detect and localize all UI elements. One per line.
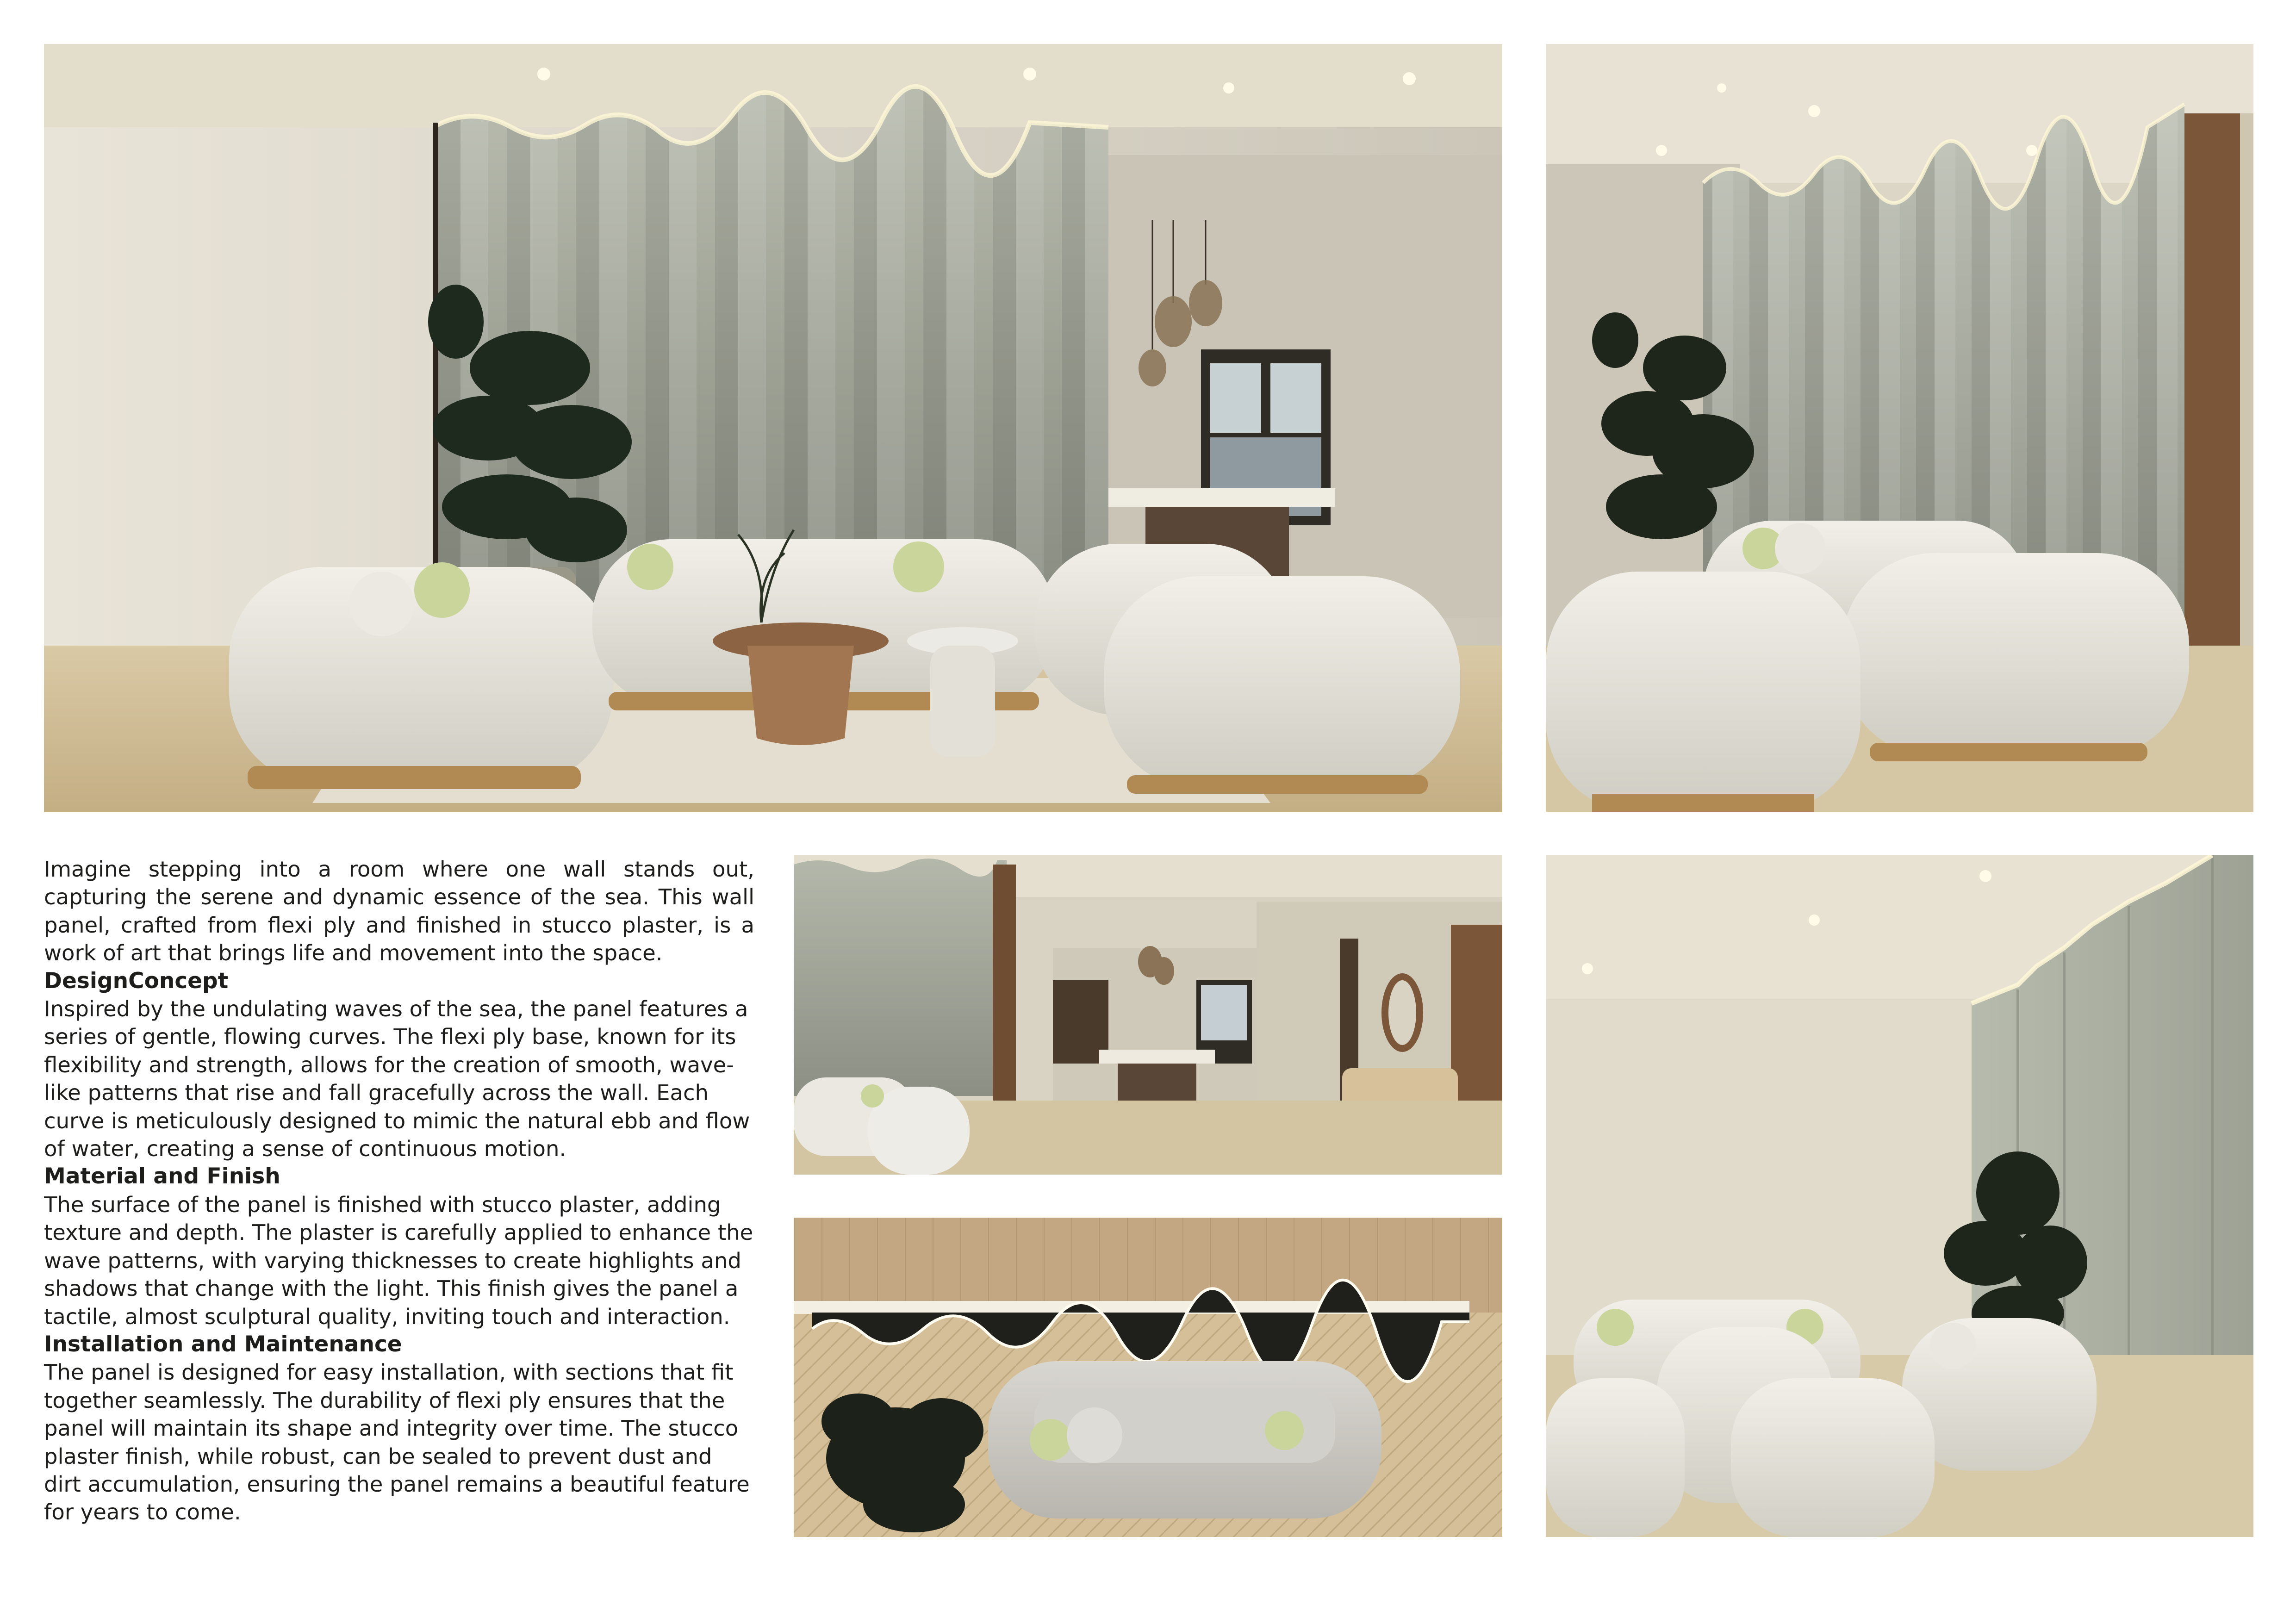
intro-paragraph: Imagine stepping into a room where one wall stands out, capturing the serene and dynamic essence of the sea. This wall panel, crafted from flexi ply and finished in stucco plaster, is a work of art that brings life and movement into the space. bbox=[44, 857, 754, 966]
render-reverse-view bbox=[1546, 855, 2253, 1537]
section-heading-installation: Installation and Maintenance bbox=[44, 1331, 402, 1357]
section-heading-design-concept: DesignConcept bbox=[44, 968, 229, 994]
render-main-living-room bbox=[44, 44, 1502, 812]
render-dining-view bbox=[794, 855, 1502, 1175]
render-side-view bbox=[1546, 44, 2253, 812]
section-body-installation: The panel is designed for easy installation, with sections that fit together seamlessly. The durability of flexi ply ensures that the panel will maintain its shape and integrity over time. The stucco plaster finish, while robust, can be sealed to prevent dust and dirt accumulation, ensuring the panel remains a beautiful feature for years to come. bbox=[44, 1360, 750, 1525]
description-text-block bbox=[44, 855, 754, 1526]
section-body-design-concept: Inspired by the undulating waves of the sea, the panel features a series of gentle, flowing curves. The flexi ply base, known for its flexibility and strength, allows for the creation of smooth, wave-like patterns that rise and fall gracefully across the wall. Each curve is meticulously designed to mimic the natural ebb and flow of water, creating a sense of continuous motion. bbox=[44, 996, 750, 1162]
render-plan-view bbox=[794, 1218, 1502, 1537]
section-heading-material-finish: Material and Finish bbox=[44, 1164, 280, 1189]
section-body-material-finish: The surface of the panel is finished with stucco plaster, adding texture and depth. The plaster is carefully applied to enhance the wave patterns, with varying thicknesses to create highlights and shadows that change with the light. This finish gives the panel a tactile, almost sculptural quality, inviting touch and interaction. bbox=[44, 1192, 753, 1329]
